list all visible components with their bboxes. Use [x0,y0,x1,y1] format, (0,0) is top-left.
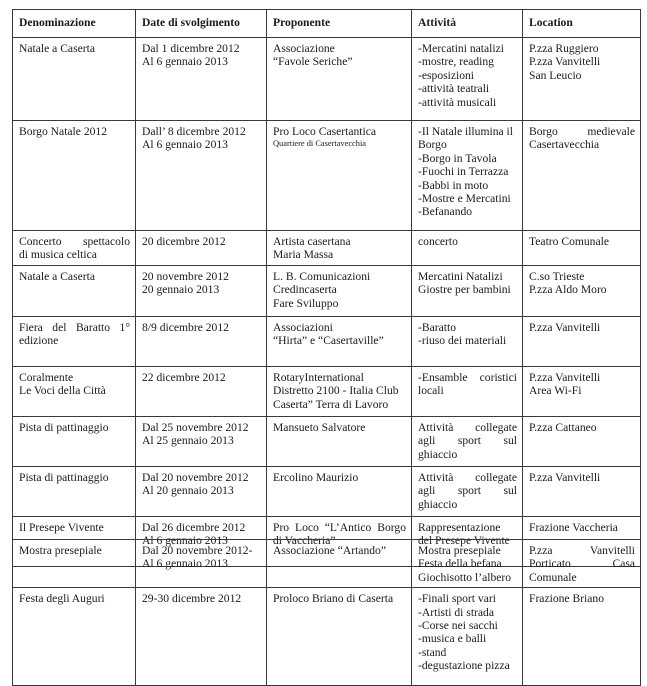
cell-proponente [267,231,412,266]
denominazione-line: Fiera del Baratto 1° [19,320,130,334]
date-line: Al 6 gennaio 2013 [142,55,228,69]
header-proponente: Proponente [267,10,412,38]
proponente-line: Associazione “Artando” [273,544,386,557]
table-row [13,366,641,416]
location-line: Frazione Vaccheria [529,520,618,534]
proponente-line: di Vaccheria” [273,534,336,548]
header-row [13,10,641,38]
cell-location [523,38,641,121]
proponente-line: Distretto 2100 - Italia Club [273,384,399,398]
date-line: Dall’ 8 dicembre 2012 [142,125,246,138]
date-line: Al 20 gennaio 2013 [142,484,234,498]
location-line: P.zza Ruggiero [529,42,599,55]
cell-date [136,121,267,231]
date-line: Dal 1 dicembre 2012 [142,42,240,55]
attivita-line: Mostra presepiale [418,544,501,557]
table-row [13,265,641,316]
cell-date [136,265,267,316]
location-line: P.zza Vanvitelli [529,370,601,384]
location-line: C.so Trieste [529,269,585,283]
cell-date [136,540,267,588]
cell-attivita [412,366,523,416]
attivita-line: Giochisotto l’albero [418,570,512,584]
table-row [13,121,641,231]
date-line: 20 dicembre 2012 [142,235,226,248]
date-line: Al 6 gennaio 2013 [142,534,228,548]
location-line: Area Wi-Fi [529,384,582,398]
proponente-line: L. B. Comunicazioni [273,269,371,283]
table-row [13,416,641,466]
cell-date [136,416,267,466]
attivita-line: agli sport sul [418,434,517,448]
cell-proponente [267,121,412,231]
denominazione-line: Mostra presepiale [19,544,102,557]
cell-attivita [412,588,523,686]
proponente-line: RotaryInternational [273,370,364,384]
table-row [13,540,641,588]
attivita-line: ghiaccio [418,497,458,511]
proponente-line: “Hirta” e “Casertaville” [273,334,384,348]
header-attivita: Attività [412,10,523,38]
attivita-line: Borgo [418,138,447,152]
location-line: P.zza Vanvitelli [529,320,601,334]
cell-location [523,588,641,686]
location-line: Frazione Briano [529,592,605,606]
proponente-line: “Favole Seriche” [273,55,353,69]
attivita-line: locali [418,384,444,398]
denominazione-line: Il Presepe Vivente [19,520,104,534]
date-line: 29-30 dicembre 2012 [142,592,242,606]
denominazione-line: Coralmente [19,370,74,384]
cell-proponente [267,466,412,516]
header-location: Location [523,10,641,38]
table-row [13,466,641,516]
proponente-line: Caserta” Terra di Lavoro [273,397,389,411]
denominazione-line: Borgo Natale 2012 [19,125,108,138]
cell-date [136,588,267,686]
cell-attivita [412,540,523,588]
attivita-line: Festa della befana [418,557,502,571]
cell-location [523,231,641,266]
attivita-line: -stand [418,645,447,659]
location-line: Borgo medievale [529,125,635,138]
attivita-line: -Mercatini natalizi [418,42,504,55]
cell-location [523,316,641,366]
attivita-line: agli sport sul [418,484,517,498]
attivita-line: -Borgo in Tavola [418,151,497,165]
location-line: Casertavecchia [529,138,600,152]
denominazione-line: Pista di pattinaggio [19,420,109,434]
location-line: P.zza Vanvitelli [529,544,635,557]
location-line: Comunale [529,570,577,584]
location-line: Porticato Casa [529,557,635,571]
cell-date [136,38,267,121]
cell-proponente [267,38,412,121]
denominazione-line: Le Voci della Città [19,384,106,398]
proponente-line: Mansueto Salvatore [273,420,366,434]
table-row [13,588,641,686]
attivita-line: -Fuochi in Terrazza [418,165,509,179]
cell-date [136,466,267,516]
denominazione-line: Pista di pattinaggio [19,470,109,484]
attivita-line: -riuso dei materiali [418,334,507,348]
denominazione-line: Natale a Caserta [19,269,95,283]
proponente-line: Ercolino Maurizio [273,470,359,484]
cell-location [523,466,641,516]
cell-proponente [267,540,412,588]
attivita-line: Rappresentazione [418,520,501,534]
attivita-line: Attività collegate [418,420,517,434]
cell-proponente [267,316,412,366]
attivita-line: Giostre per bambini [418,283,511,297]
attivita-line: -Mostre e Mercatini [418,192,511,206]
attivita-line: -Artisti di strada [418,605,494,619]
cell-denominazione [13,466,136,516]
location-line: P.zza Vanvitelli [529,55,601,69]
cell-attivita [412,316,523,366]
attivita-line: -mostre, reading [418,55,494,69]
cell-denominazione [13,588,136,686]
cell-location [523,416,641,466]
cell-denominazione [13,416,136,466]
cell-attivita [412,121,523,231]
denominazione-line: Natale a Caserta [19,42,95,55]
attivita-line: ghiaccio [418,447,458,461]
proponente-line: Artista casertana [273,235,351,248]
cell-location [523,366,641,416]
cell-date [136,316,267,366]
date-line: Al 25 gennaio 2013 [142,434,234,448]
attivita-line: -Ensamble coristici [418,370,517,384]
cell-denominazione [13,316,136,366]
date-line: 20 gennaio 2013 [142,283,220,297]
header-date: Date di svolgimento [136,10,267,38]
cell-denominazione [13,121,136,231]
cell-denominazione [13,540,136,588]
attivita-line: -Baratto [418,320,456,334]
attivita-line: del Presepe Vivente [418,534,510,548]
date-line: 20 novembre 2012 [142,269,229,283]
attivita-line: -musica e balli [418,632,487,646]
date-line: Dal 20 novembre 2012- [142,544,253,557]
cell-date [136,231,267,266]
attivita-line: -esposizioni [418,68,475,82]
proponente-line: Maria Massa [273,248,334,262]
cell-denominazione [13,366,136,416]
proponente-line: Proloco Briano di Caserta [273,592,394,606]
denominazione-line: edizione [19,334,59,348]
proponente-line: Pro Loco “L’Antico Borgo [273,520,406,534]
cell-date [136,366,267,416]
cell-attivita [412,38,523,121]
cell-location [523,121,641,231]
attivita-line: Mercatini Natalizi [418,269,503,283]
attivita-line: -degustazione pizza [418,659,510,673]
proponente-line: Pro Loco Casertantica [273,125,377,138]
cell-proponente [267,265,412,316]
date-line: Dal 25 novembre 2012 [142,420,249,434]
date-line: Al 6 gennaio 2013 [142,138,228,152]
denominazione-line: Concerto spettacolo [19,235,130,248]
cell-attivita [412,466,523,516]
attivita-line: -attività musicali [418,95,497,109]
location-line: P.zza Vanvitelli [529,470,601,484]
location-line: Teatro Comunale [529,235,609,248]
date-line: Al 6 gennaio 2013 [142,557,228,571]
table-row [13,38,641,121]
attivita-line: -Babbi in moto [418,178,489,192]
attivita-line: -Corse nei sacchi [418,619,498,633]
cell-denominazione [13,38,136,121]
table-row [13,316,641,366]
location-line: San Leucio [529,68,582,82]
attivita-line: -Finali sport vari [418,592,496,606]
cell-denominazione [13,265,136,316]
cell-proponente [267,416,412,466]
cell-location [523,540,641,588]
events-table-continued [12,539,641,686]
cell-attivita [412,231,523,266]
attivita-line: -Befanando [418,205,473,219]
denominazione-line: Festa degli Auguri [19,592,105,606]
header-denominazione: Denominazione [13,10,136,38]
events-table [12,9,641,567]
proponente-line: Credincaserta [273,283,337,297]
date-line: 8/9 dicembre 2012 [142,320,229,334]
attivita-line: -Il Natale illumina il [418,125,513,138]
table-row [13,231,641,266]
date-line: 22 dicembre 2012 [142,370,226,384]
attivita-line: Attività collegate [418,470,517,484]
proponente-line: Associazione [273,42,335,55]
proponente-line: Associazioni [273,320,333,334]
location-line: P.zza Aldo Moro [529,283,607,297]
date-line: Dal 20 novembre 2012 [142,470,249,484]
cell-attivita [412,416,523,466]
cell-proponente [267,366,412,416]
location-line: P.zza Cattaneo [529,420,597,434]
attivita-line: concerto [418,235,458,248]
proponente-subtitle: Quartiere di Casertavecchia [273,139,367,149]
proponente-line: Fare Sviluppo [273,296,339,310]
cell-denominazione [13,231,136,266]
denominazione-line: di musica celtica [19,248,97,262]
cell-location [523,265,641,316]
cell-attivita [412,265,523,316]
cell-proponente [267,588,412,686]
date-line: Dal 26 dicembre 2012 [142,520,246,534]
attivita-line: -attività teatrali [418,82,490,96]
